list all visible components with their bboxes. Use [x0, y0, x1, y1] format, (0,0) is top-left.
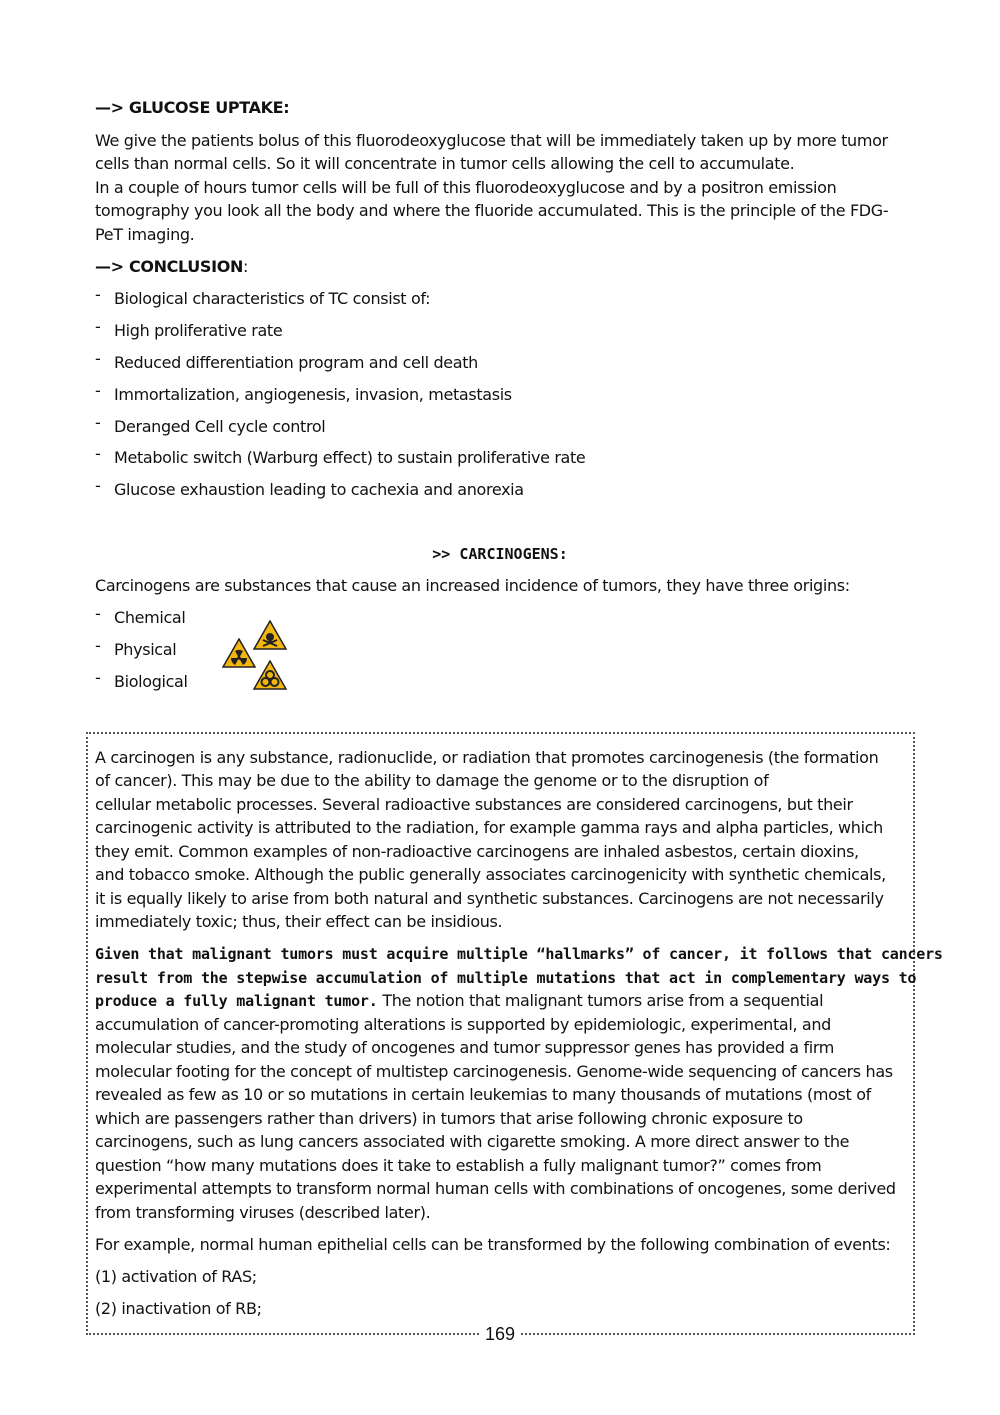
glucose-line: tomography you look all the body and where the fluoride accumulated. This is the principle of the FDG- — [95, 201, 889, 220]
conclusion-item: - Biological characteristics of TC consist of: — [95, 285, 431, 308]
box-para1-line: they emit. Common examples of non-radioactive carcinogens are inhaled asbestos, certain dioxins, — [95, 842, 859, 861]
conclusion-item-text: High proliferative rate — [114, 321, 283, 340]
box-para2-bold-line: result from the stepwise accumulation of multiple mutations that act in complementary ways to — [95, 969, 917, 987]
box-para1-line: carcinogenic activity is attributed to the radiation, for example gamma rays and alpha particles, which — [95, 818, 883, 837]
conclusion-item-text: Glucose exhaustion leading to cachexia and anorexia — [114, 480, 524, 499]
box-para2-rest: The notion that malignant tumors arise from a sequential — [377, 991, 824, 1010]
conclusion-item: - Deranged Cell cycle control — [95, 413, 326, 436]
conclusion-colon: : — [243, 257, 249, 276]
box-para2-line: accumulation of cancer-promoting alterations is supported by epidemiologic, experimental, and — [95, 1015, 831, 1034]
conclusion-item-text: Deranged Cell cycle control — [114, 417, 326, 436]
box-para2-line: molecular studies, and the study of oncogenes and tumor suppressor genes has provided a firm — [95, 1038, 835, 1057]
biohazard-icon — [253, 660, 287, 690]
conclusion-item: - Immortalization, angiogenesis, invasion, metastasis — [95, 381, 512, 404]
conclusion-item: - Glucose exhaustion leading to cachexia and anorexia — [95, 476, 524, 499]
glucose-line: PeT imaging. — [95, 225, 195, 244]
box-event-item: (2) inactivation of RB; — [95, 1299, 262, 1318]
box-para2-line: from transforming viruses (described later). — [95, 1203, 431, 1222]
carcinogens-intro: Carcinogens are substances that cause an increased incidence of tumors, they have three origins: — [95, 576, 850, 595]
box-para2-line: which are passengers rather than drivers) in tumors that arise following chronic exposure to — [95, 1109, 803, 1128]
origin-item-text: Chemical — [114, 608, 186, 627]
box-para1-line: it is equally likely to arise from both natural and synthetic substances. Carcinogens are not necessarily — [95, 889, 884, 908]
box-para2-bold-line: Given that malignant tumors must acquire multiple “hallmarks” of cancer, it follows that cancers — [95, 945, 943, 963]
origin-item: - Biological — [95, 668, 188, 691]
box-para2-line: revealed as few as 10 or so mutations in certain leukemias to many thousands of mutations (most of — [95, 1085, 871, 1104]
origin-item-text: Biological — [114, 672, 188, 691]
box-para3: For example, normal human epithelial cells can be transformed by the following combination of events: — [95, 1235, 891, 1254]
box-para1-line: immediately toxic; thus, their effect can be insidious. — [95, 912, 503, 931]
radiation-hazard-icon — [222, 638, 256, 668]
page-number: 169 — [480, 1324, 520, 1344]
origin-item: - Physical — [95, 636, 177, 659]
glucose-line: We give the patients bolus of this fluorodeoxyglucose that will be immediately taken up by more tumor — [95, 131, 888, 150]
conclusion-item-text: Immortalization, angiogenesis, invasion, metastasis — [114, 385, 512, 404]
box-para1-line: cellular metabolic processes. Several radioactive substances are considered carcinogens, but their — [95, 795, 853, 814]
origin-item: - Chemical — [95, 604, 186, 627]
conclusion-item-text: Reduced differentiation program and cell death — [114, 353, 478, 372]
box-para2-mixed-line — [95, 991, 823, 1011]
box-para2-line: carcinogens, such as lung cancers associated with cigarette smoking. A more direct answer to the — [95, 1132, 850, 1151]
conclusion-item-text: Metabolic switch (Warburg effect) to sustain proliferative rate — [114, 448, 586, 467]
conclusion-title: CONCLUSION — [128, 257, 244, 276]
box-para2-bold-end: produce a fully malignant tumor. — [95, 992, 378, 1010]
origin-item-text: Physical — [114, 640, 177, 659]
glucose-line: cells than normal cells. So it will concentrate in tumor cells allowing the cell to accumulate. — [95, 154, 795, 173]
conclusion-item: - Reduced differentiation program and cell death — [95, 349, 478, 372]
glucose-uptake-heading: —> GLUCOSE UPTAKE: — [95, 98, 290, 117]
box-para1-line: of cancer). This may be due to the ability to damage the genome or to the disruption of — [95, 771, 769, 790]
box-para2-line: molecular footing for the concept of multistep carcinogenesis. Genome-wide sequencing of cancers has — [95, 1062, 893, 1081]
glucose-line: In a couple of hours tumor cells will be full of this fluorodeoxyglucose and by a positron emission — [95, 178, 837, 197]
conclusion-item: - High proliferative rate — [95, 317, 283, 340]
box-event-item: (1) activation of RAS; — [95, 1267, 257, 1286]
conclusion-item-text: Biological characteristics of TC consist of: — [114, 289, 431, 308]
conclusion-arrow: —> — [95, 257, 129, 276]
box-para1-line: A carcinogen is any substance, radionuclide, or radiation that promotes carcinogenesis (the formation — [95, 748, 879, 767]
carcinogens-heading: >> CARCINOGENS: — [432, 545, 568, 563]
box-para2-line: experimental attempts to transform normal human cells with combinations of oncogenes, some derived — [95, 1179, 896, 1198]
box-para1-line: and tobacco smoke. Although the public generally associates carcinogenicity with synthetic chemicals, — [95, 865, 886, 884]
toxic-hazard-icon — [253, 620, 287, 650]
box-para2-line: question “how many mutations does it take to establish a fully malignant tumor?” comes from — [95, 1156, 822, 1175]
conclusion-heading — [95, 257, 248, 277]
conclusion-item: - Metabolic switch (Warburg effect) to sustain proliferative rate — [95, 444, 586, 467]
